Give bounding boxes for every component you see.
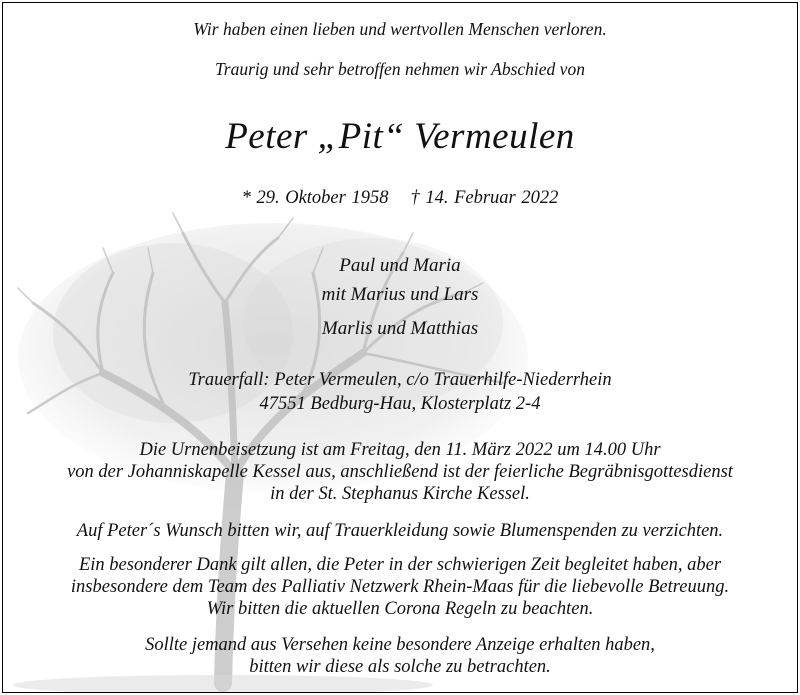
intro-line-1: Wir haben einen lieben und wertvollen Menschen verloren. bbox=[193, 19, 607, 39]
funeral-line-2: von der Johanniskapelle Kessel aus, anschließend ist der feierliche Begräbnisgottesdienst bbox=[67, 462, 733, 482]
thanks-line-2: insbesondere dem Team des Palliativ Netzwerk Rhein-Maas für die liebevolle Betreuung. bbox=[70, 577, 730, 597]
birth-date: * 29. Oktober 1958 bbox=[241, 188, 389, 208]
wish-line: Auf Peter´s Wunsch bitten wir, auf Trauerkleidung sowie Blumenspenden zu verzichten. bbox=[76, 521, 724, 541]
closing-line-2: bitten wir diese als solche zu betrachten. bbox=[249, 657, 551, 677]
death-date: † 14. Februar 2022 bbox=[410, 188, 559, 208]
deceased-name: Peter „Pit“ Vermeulen bbox=[225, 116, 575, 157]
address-line-2: 47551 Bedburg-Hau, Klosterplatz 2-4 bbox=[259, 394, 541, 414]
obituary-notice bbox=[2, 2, 798, 693]
intro-line-2: Traurig und sehr betroffen nehmen wir Abschied von bbox=[215, 59, 585, 79]
family-line-2: mit Marius und Lars bbox=[321, 284, 479, 305]
family-line-3: Marlis und Matthias bbox=[321, 318, 479, 339]
life-dates bbox=[3, 188, 797, 209]
family-line-1: Paul und Maria bbox=[339, 255, 461, 276]
thanks-line-1: Ein besonderer Dank gilt allen, die Peter in der schwierigen Zeit begleitet haben, aber bbox=[78, 555, 722, 575]
funeral-line-1: Die Urnenbeisetzung ist am Freitag, den 11. März 2022 um 14.00 Uhr bbox=[139, 440, 661, 460]
closing-line-1: Sollte jemand aus Versehen keine besondere Anzeige erhalten haben, bbox=[145, 635, 655, 655]
thanks-line-3: Wir bitten die aktuellen Corona Regeln zu beachten. bbox=[206, 599, 594, 619]
address-line-1: Trauerfall: Peter Vermeulen, c/o Trauerhilfe-Niederrhein bbox=[188, 370, 612, 390]
funeral-line-3: in der St. Stephanus Kirche Kessel. bbox=[270, 484, 530, 504]
